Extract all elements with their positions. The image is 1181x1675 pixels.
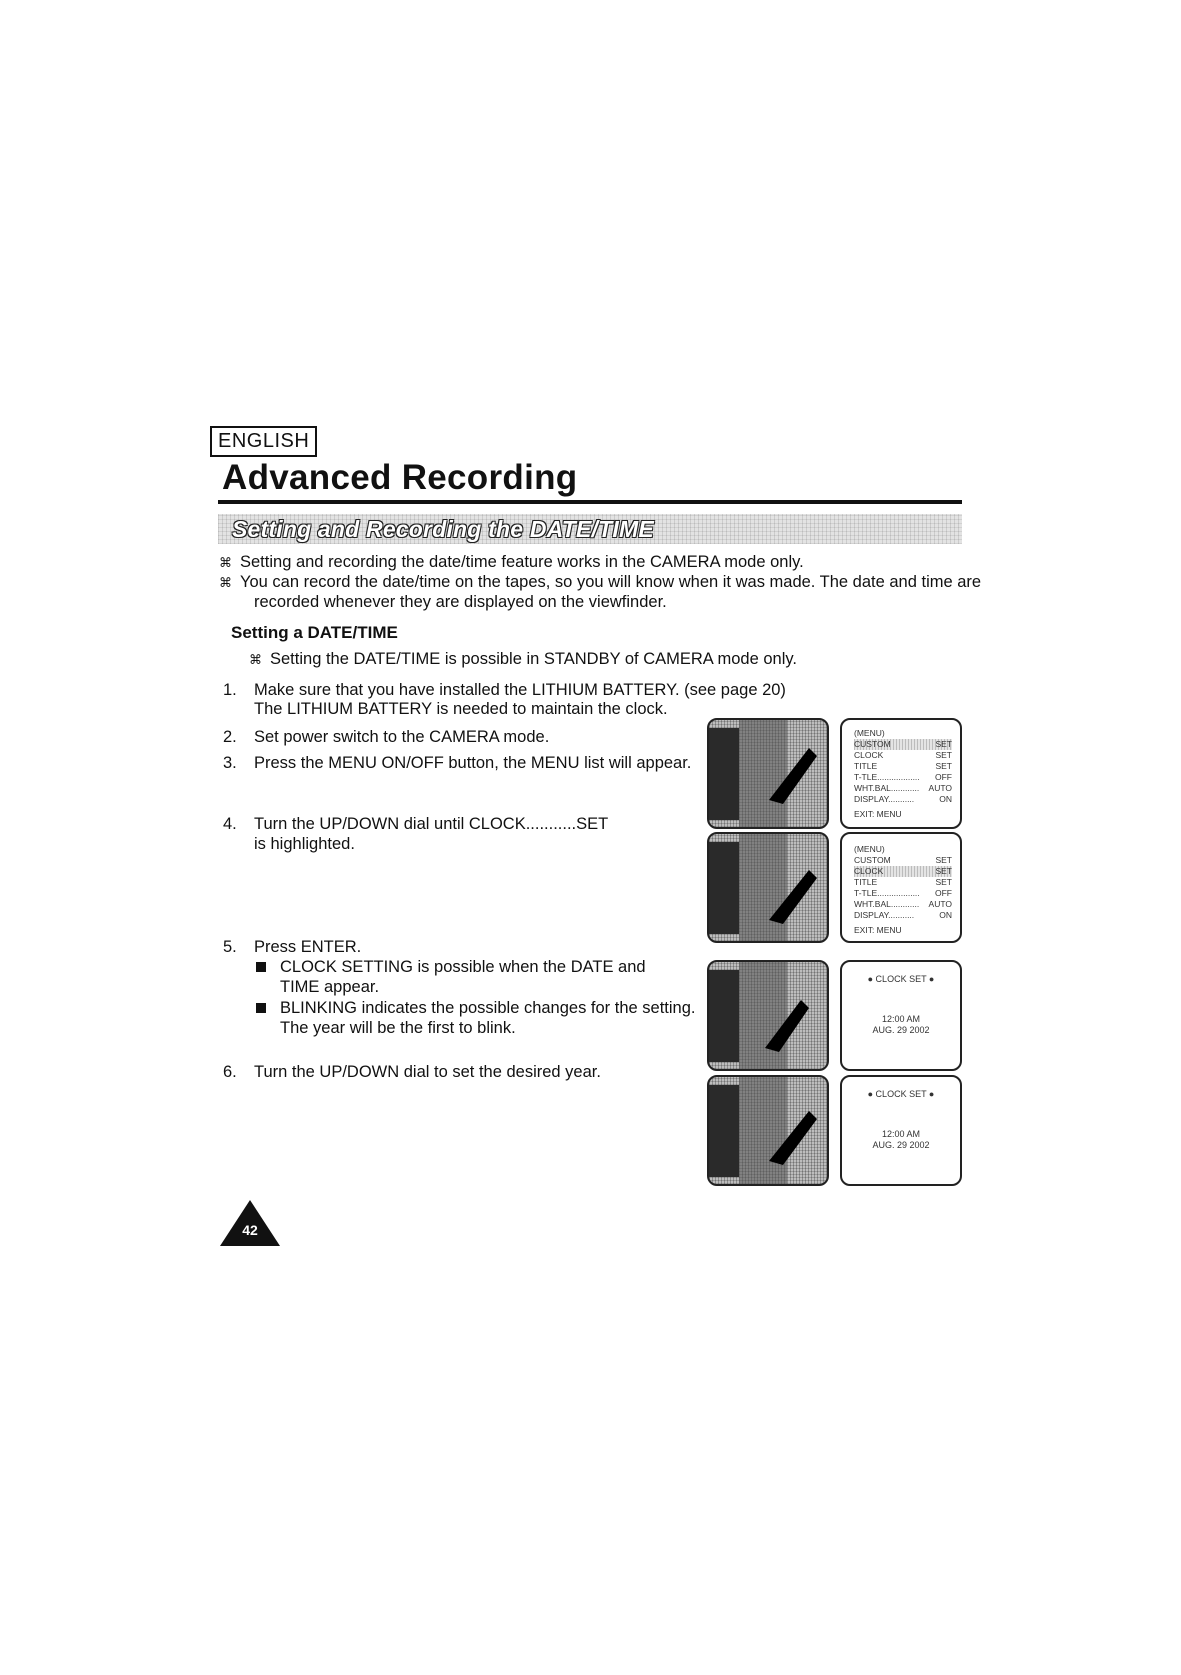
step-number: 4. — [223, 815, 237, 833]
subsection-title: Setting a DATE/TIME — [231, 623, 398, 642]
camcorder-image — [707, 1075, 829, 1186]
square-bullet-icon — [256, 962, 266, 972]
menu-exit: EXIT: MENU — [854, 809, 902, 819]
menu-screen — [840, 718, 962, 829]
step-text: Press ENTER. — [254, 938, 362, 956]
pointer-arrow-icon — [709, 962, 827, 1069]
step-text: Make sure that you have installed the LITHIUM BATTERY. (see page 20) — [254, 681, 786, 699]
intro-line: You can record the date/time on the tapes, so you will know when it was made. The date and time are — [240, 573, 982, 591]
bullet-icon: ⌘ — [219, 555, 232, 570]
clock-set-title: ● CLOCK SET ● — [867, 974, 935, 984]
menu-item-clock: CLOCK SET — [854, 866, 952, 876]
step-bullet-text: CLOCK SETTING is possible when the DATE and — [280, 958, 646, 976]
clock-time: 12:00 AM — [881, 1129, 921, 1139]
step-number: 3. — [223, 754, 237, 772]
clock-date: AUG. 29 2002 — [872, 1140, 930, 1150]
language-badge: ENGLISH — [210, 426, 317, 457]
step-text: Set power switch to the CAMERA mode. — [254, 728, 550, 746]
clock-time: 12:00 AM — [881, 1014, 921, 1024]
intro-line: recorded whenever they are displayed on the viewfinder. — [254, 593, 667, 611]
menu-item-title: TITLE SET — [854, 761, 952, 771]
step-bullet-text: BLINKING indicates the possible changes for the setting. — [280, 999, 696, 1017]
step-text: Turn the UP/DOWN dial until CLOCK...........SET — [254, 815, 609, 833]
camcorder-image — [707, 832, 829, 943]
pointer-arrow-icon — [709, 720, 827, 827]
step-bullet-text: The year will be the first to blink. — [280, 1019, 516, 1037]
menu-item-wht-bal: WHT.BAL............ AUTO — [854, 783, 952, 793]
camcorder-image — [707, 960, 829, 1071]
menu-item-display: DISPLAY........... ON — [854, 794, 952, 804]
title-rule — [218, 500, 962, 504]
clock-set-screen — [840, 960, 962, 1071]
menu-item-clock: CLOCK SET — [854, 750, 952, 760]
menu-item-custom: CUSTOM SET — [854, 855, 952, 865]
square-bullet-icon — [256, 1003, 266, 1013]
menu-exit: EXIT: MENU — [854, 925, 902, 935]
pointer-arrow-icon — [709, 834, 827, 941]
step-bullet-text: TIME appear. — [280, 978, 380, 996]
menu-item-t-tle: T-TLE.................. OFF — [854, 772, 952, 782]
step-text: is highlighted. — [254, 835, 355, 853]
menu-item-title: TITLE SET — [854, 877, 952, 887]
step-number: 1. — [223, 681, 237, 699]
clock-set-title: ● CLOCK SET ● — [867, 1089, 935, 1099]
menu-item-display: DISPLAY........... ON — [854, 910, 952, 920]
step-text: Press the MENU ON/OFF button, the MENU list will appear. — [254, 754, 692, 772]
step-number: 6. — [223, 1063, 237, 1081]
menu-title: (MENU) — [854, 728, 885, 738]
clock-set-screen — [840, 1075, 962, 1186]
step-text: The LITHIUM BATTERY is needed to maintain the clock. — [254, 700, 668, 718]
camcorder-image — [707, 718, 829, 829]
menu-item-t-tle: T-TLE.................. OFF — [854, 888, 952, 898]
section-heading: Setting and Recording the DATE/TIME — [232, 516, 654, 542]
menu-screen — [840, 832, 962, 943]
step-text: Turn the UP/DOWN dial to set the desired year. — [254, 1063, 601, 1081]
step-number: 2. — [223, 728, 237, 746]
bullet-icon: ⌘ — [249, 652, 262, 667]
page-title: Advanced Recording — [222, 458, 578, 497]
page-number-triangle-icon — [220, 1200, 280, 1246]
menu-item-wht-bal: WHT.BAL............ AUTO — [854, 899, 952, 909]
bullet-icon: ⌘ — [219, 575, 232, 590]
section-banner — [218, 514, 962, 544]
intro-line: Setting and recording the date/time feature works in the CAMERA mode only. — [240, 553, 804, 571]
step-number: 5. — [223, 938, 237, 956]
clock-date: AUG. 29 2002 — [872, 1025, 930, 1035]
menu-item-custom: CUSTOM SET — [854, 739, 952, 749]
page-number: 42 — [242, 1222, 258, 1238]
menu-title: (MENU) — [854, 844, 885, 854]
subsection-note: Setting the DATE/TIME is possible in STANDBY of CAMERA mode only. — [270, 650, 797, 668]
pointer-arrow-icon — [709, 1077, 827, 1184]
